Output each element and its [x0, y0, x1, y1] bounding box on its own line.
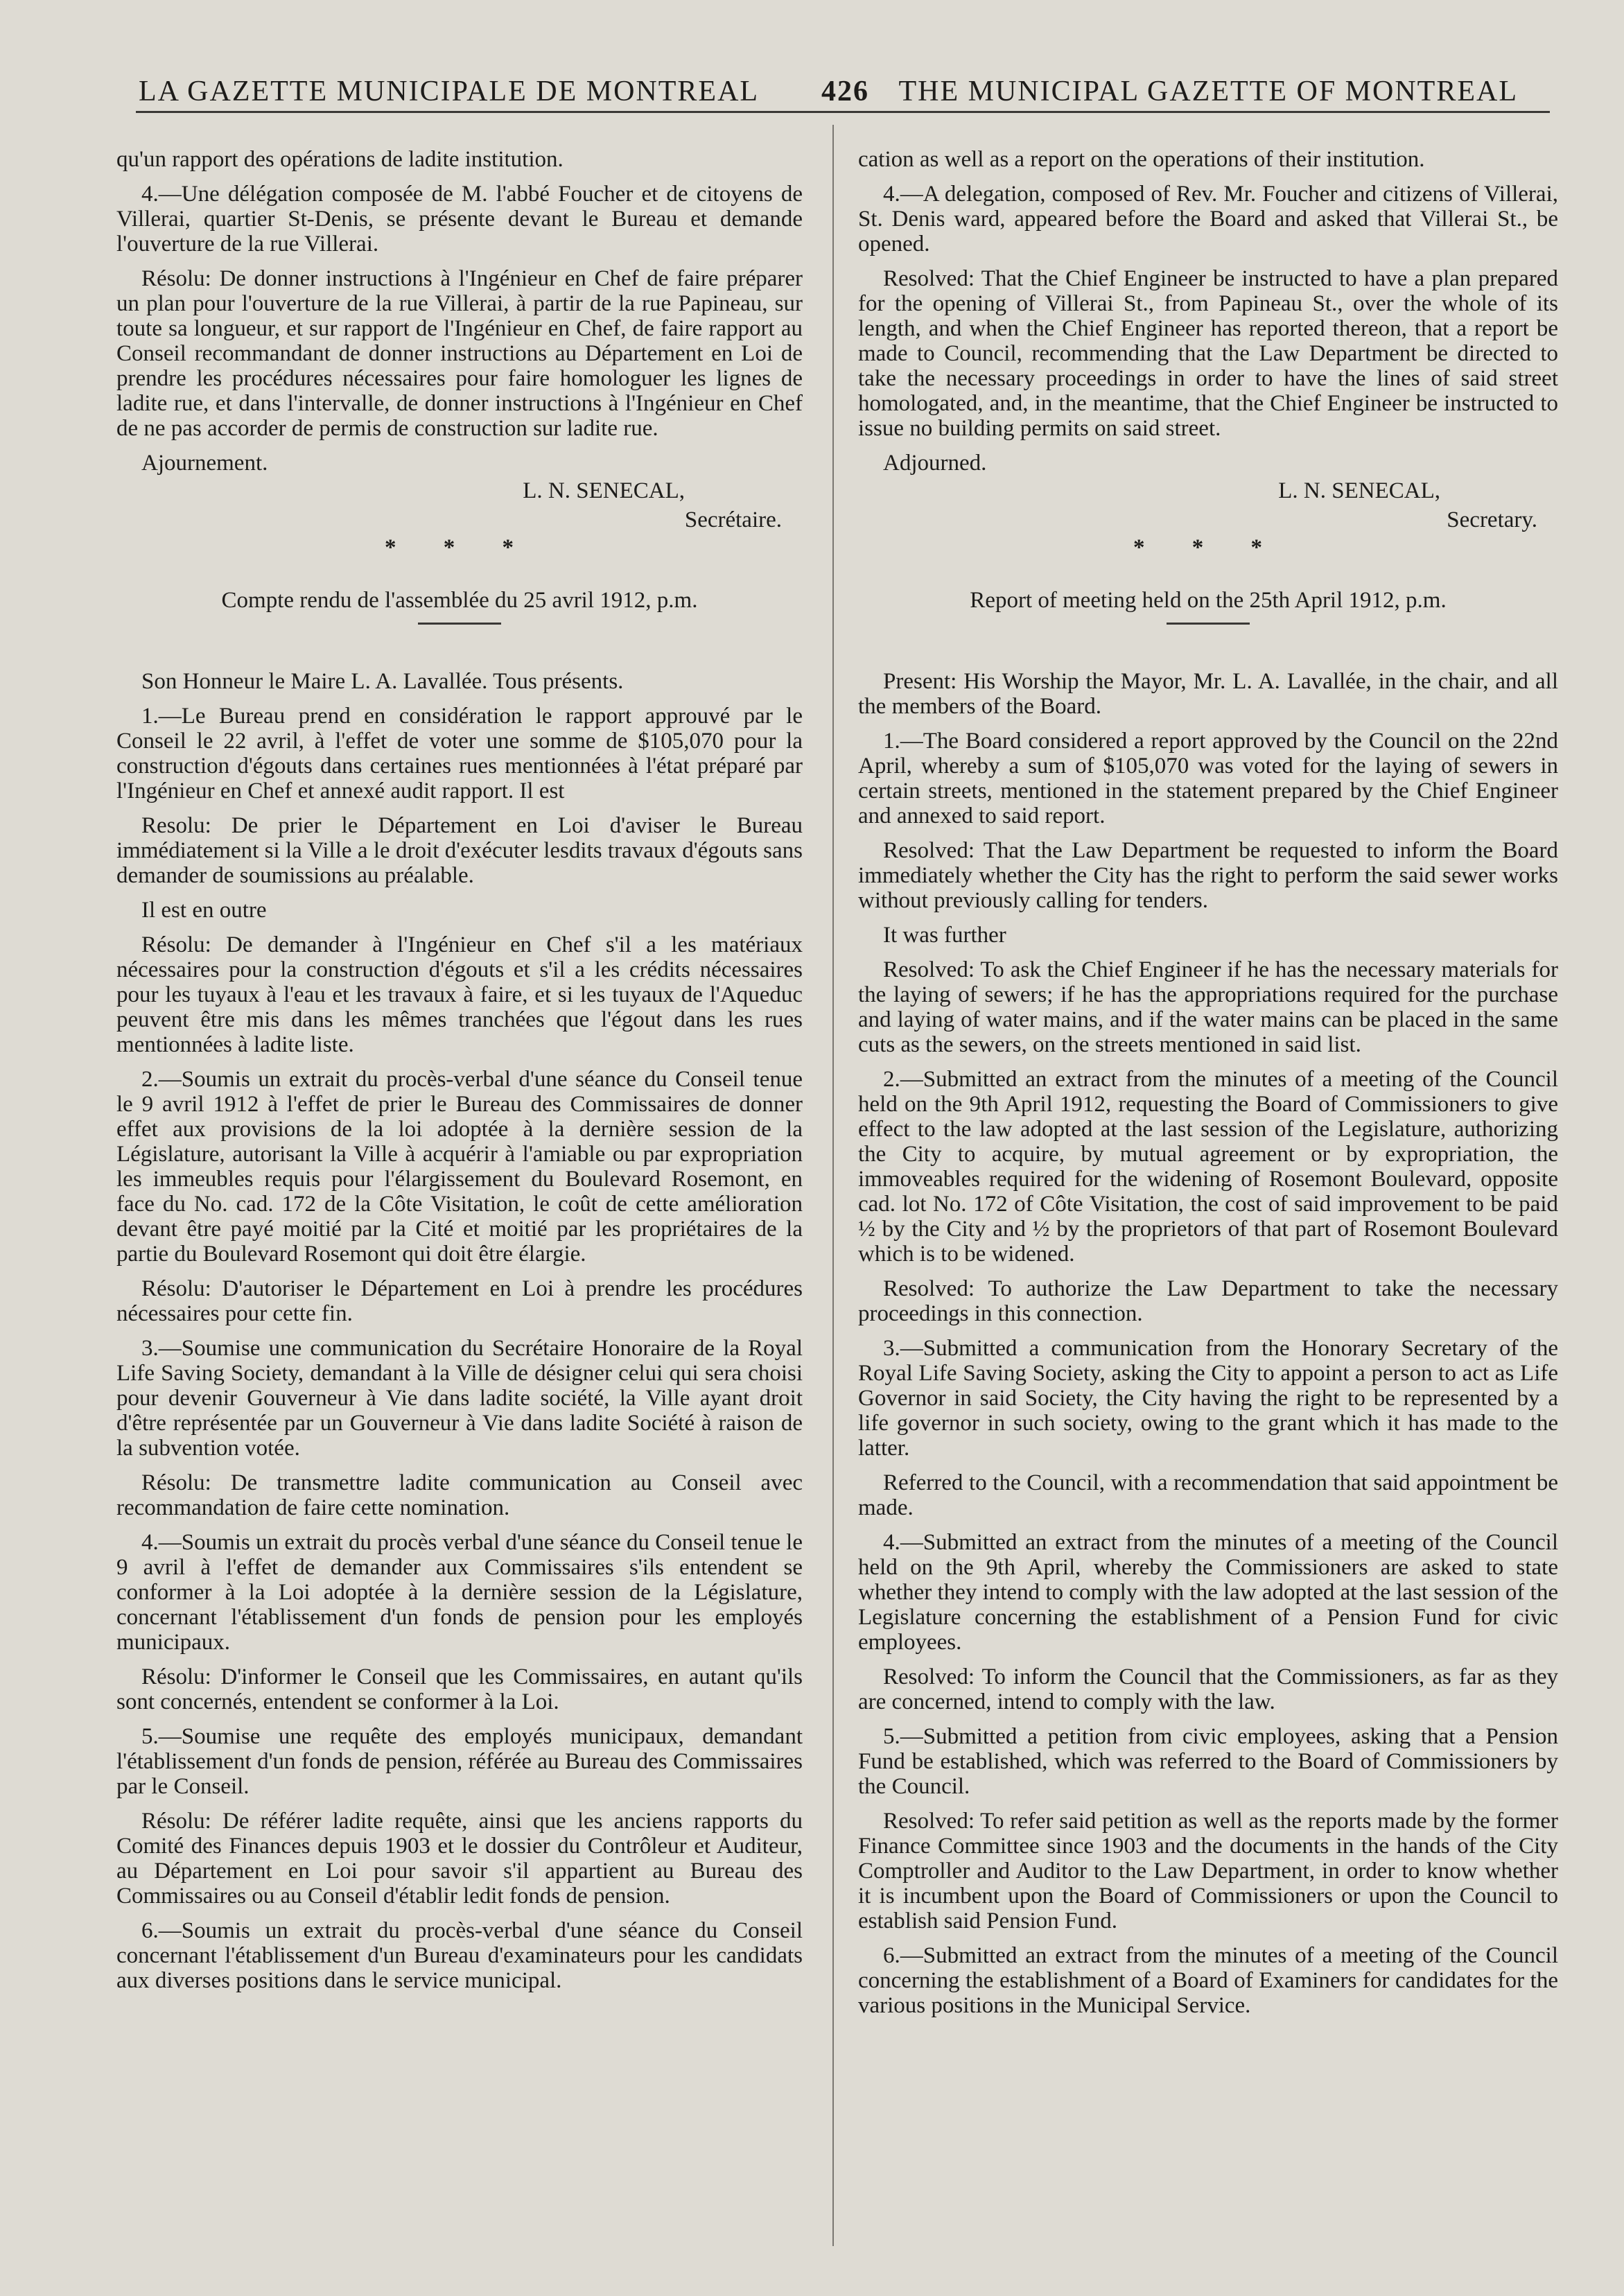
en-paragraph-q5: Resolved: To ask the Chief Engineer if he has the necessary materials for the laying of sewers; if he has the appropriations required for the purchase and laying of water mains, and if the water mains can be placed in the same cuts as the sewers, on the streets mentioned in said list. [858, 957, 1558, 1057]
en-paragraph-q12: 5.—Submitted a petition from civic employees, asking that a Pension Fund be established, which was referred to the Board of Commissioners by the Council. [858, 1724, 1558, 1799]
en-section-stars: * * * [1133, 535, 1283, 560]
fr-paragraph-q4: Il est en outre [141, 898, 267, 923]
header-title-french: LA GAZETTE MUNICIPALE DE MONTREAL [139, 76, 760, 107]
fr-paragraph-q12: 5.—Soumise une requête des employés municipaux, demandant l'établissement d'un fonds de pension, référée au Bureau des Commissaires par le Conseil. [116, 1724, 803, 1799]
en-paragraph-q8: 3.—Submitted a communication from the Honorary Secretary of the Royal Life Saving Society, asking the City to appoint a person to act as Life Governor in said Society, the City having the right to be represented by a life governor in such society, owing to the grant which it has made to the latter. [858, 1336, 1558, 1461]
en-paragraph-q9: Referred to the Council, with a recommendation that said appointment be made. [858, 1470, 1558, 1520]
en-paragraph-q1: Present: His Worship the Mayor, Mr. L. A. Lavallée, in the chair, and all the members of the Board. [858, 669, 1558, 719]
fr-paragraph-q13: Résolu: De référer ladite requête, ainsi que les anciens rapports du Comité des Finances depuis 1903 et le dossier du Contrôleur et Auditeur, au Département en Loi pour savoir s'il appartient au Bureau des Commissaires ou au Conseil d'établir ledit fonds de pension. [116, 1809, 803, 1908]
fr-paragraph-q10: 4.—Soumis un extrait du procès verbal d'une séance du Conseil tenue le 9 avril à l'effet de demander aux Commissaires s'ils entendent se conformer à la Loi adoptée à la dernière session de la Législature, concernant l'établissement d'un fonds de pension pour les employés municipaux. [116, 1530, 803, 1655]
en-paragraph-q11: Resolved: To inform the Council that the Commissioners, as far as they are concerned, intend to comply with the law. [858, 1664, 1558, 1714]
fr-short-rule [418, 623, 501, 625]
english-column [858, 147, 1558, 2028]
en-report-title: Report of meeting held on the 25th April 1912, p.m. [970, 588, 1447, 613]
en-paragraph-q7: Resolved: To authorize the Law Department to take the necessary proceedings in this connection. [858, 1276, 1558, 1326]
en-signature-title: Secretary. [1447, 507, 1537, 532]
fr-paragraph-1: 4.—Une délégation composée de M. l'abbé Foucher et de citoyens de Villerai, quartier St-Denis, se présente devant le Bureau et demande l'ouverture de la rue Villerai. [116, 182, 803, 256]
fr-paragraph-q1: Son Honneur le Maire L. A. Lavallée. Tous présents. [141, 669, 624, 694]
en-paragraph-0: cation as well as a report on the operations of their institution. [858, 147, 1425, 172]
fr-paragraph-q11: Résolu: D'informer le Conseil que les Commissaires, en autant qu'ils sont concernés, entendent se conformer à la Loi. [116, 1664, 803, 1714]
en-paragraph-q4: It was further [883, 923, 1006, 948]
en-paragraph-q6: 2.—Submitted an extract from the minutes of a meeting of the Council held on the 9th April 1912, requesting the Board of Commissioners to give effect to the law adopted at the last session of the Legislature, authorizing the City to acquire, by mutual agreement or by expropriation, the immoveables required for the widening of Rosemont Boulevard, opposite cad. lot No. 172 of Côte Visitation, the cost of said improvement to be paid ½ by the City and ½ by the proprietors of that part of Rosemont Boulevard which is to be widened. [858, 1067, 1558, 1267]
fr-signature-title: Secrétaire. [684, 507, 782, 532]
fr-adjournment: Ajournement. [141, 451, 268, 476]
fr-paragraph-q3: Resolu: De prier le Département en Loi d'aviser le Bureau immédiatement si la Ville a le droit d'exécuter lesdits travaux d'égouts sans demander de soumissions au préalable. [116, 813, 803, 888]
fr-paragraph-q8: 3.—Soumise une communication du Secrétaire Honoraire de la Royal Life Saving Society, demandant à la Ville de désigner celui qui sera choisi pour devenir Gouverneur à Vie dans ladite société, la Ville ayant droit d'être représentée par un Gouverneur à Vie dans ladite Société à raison de la subvention votée. [116, 1336, 803, 1461]
header-rule [136, 111, 1550, 113]
en-paragraph-q3: Resolved: That the Law Department be requested to inform the Board immediately whether the City has the right to perform the said sewer works without previously calling for tenders. [858, 838, 1558, 913]
en-paragraph-1: 4.—A delegation, composed of Rev. Mr. Foucher and citizens of Villerai, St. Denis ward, appeared before the Board and asked that Villerai St., be opened. [858, 182, 1558, 256]
fr-report-title: Compte rendu de l'assemblée du 25 avril 1912, p.m. [221, 588, 698, 613]
fr-paragraph-0: qu'un rapport des opérations de ladite institution. [116, 147, 564, 172]
fr-paragraph-q5: Résolu: De demander à l'Ingénieur en Chef s'il a les matériaux nécessaires pour la construction d'égouts et s'il a les crédits nécessaires pour les tuyaux à l'eau et les travaux à faire, et si les tuyaux de l'Aqueduc peuvent être mis dans les mêmes tranchées que l'égout dans les rues mentionnées à ladite liste. [116, 932, 803, 1057]
header-title-english: THE MUNICIPAL GAZETTE OF MONTREAL [898, 76, 1518, 107]
en-paragraph-q13: Resolved: To refer said petition as well as the reports made by the former Finance Committee since 1903 and the documents in the hands of the City Comptroller and Auditor to the Law Department, in order to know whether it is incumbent upon the Board of Commissioners or upon the Council to establish said Pension Fund. [858, 1809, 1558, 1933]
fr-paragraph-2: Résolu: De donner instructions à l'Ingénieur en Chef de faire préparer un plan pour l'ouverture de la rue Villerai, à partir de la rue Papineau, sur toute sa longueur, et sur rapport de l'Ingénieur en Chef, de faire rapport au Conseil recommandant de donner instructions au Département en Loi de prendre les procédures nécessaires pour faire homologuer les lignes de ladite rue, et dans l'intervalle, de donner instructions à l'Ingénieur en Chef de ne pas accorder de permis de construction sur ladite rue. [116, 266, 803, 441]
fr-paragraph-q9: Résolu: De transmettre ladite communication au Conseil avec recommandation de faire cette nomination. [116, 1470, 803, 1520]
en-paragraph-q2: 1.—The Board considered a report approved by the Council on the 22nd April, whereby a sum of $105,070 was voted for the laying of sewers in certain streets, mentioned in the statement prepared by the Chief Engineer and annexed to said report. [858, 729, 1558, 828]
en-signature-name: L. N. SENECAL, [1278, 478, 1440, 503]
en-paragraph-q10: 4.—Submitted an extract from the minutes of a meeting of the Council held on the 9th April, whereby the Commissioners are asked to state whether they intend to comply with the law adopted at the last session of the Legislature concerning the establishment of a Pension Fund for civic employees. [858, 1530, 1558, 1655]
fr-signature-name: L. N. SENECAL, [523, 478, 685, 503]
en-short-rule [1167, 623, 1250, 625]
fr-paragraph-q2: 1.—Le Bureau prend en considération le rapport approuvé par le Conseil le 22 avril, à l'effet de voter une somme de $105,070 pour la construction d'égouts dans certaines rues mentionnées à l'état préparé par l'Ingénieur en Chef et annexé audit rapport. Il est [116, 704, 803, 803]
en-adjournment: Adjourned. [883, 451, 987, 476]
fr-section-stars: * * * [385, 535, 534, 560]
french-column [116, 147, 803, 2003]
column-divider [832, 125, 834, 2246]
fr-paragraph-q7: Résolu: D'autoriser le Département en Loi à prendre les procédures nécessaires pour cette fin. [116, 1276, 803, 1326]
fr-paragraph-q14: 6.—Soumis un extrait du procès-verbal d'une séance du Conseil concernant l'établissement d'un Bureau d'examinateurs pour les candidats aux diverses positions dans le service municipal. [116, 1918, 803, 1993]
en-paragraph-2: Resolved: That the Chief Engineer be instructed to have a plan prepared for the opening of Villerai St., from Papineau St., over the whole of its length, and when the Chief Engineer has reported thereon, that a report be made to Council, recommending that the Law Department be directed to take the necessary proceedings in order to have the lines of said street homologated, and, in the meantime, that the Chief Engineer be instructed to issue no building permits on said street. [858, 266, 1558, 441]
fr-paragraph-q6: 2.—Soumis un extrait du procès-verbal d'une séance du Conseil tenue le 9 avril 1912 à l'effet de prier le Bureau des Commissaires de donner effet aux provisions de la loi adoptée à la dernière session de la Législature, autorisant la Ville à acquérir à l'amiable ou par expropriation les immeubles requis pour l'élargissement du Boulevard Rosemont, en face du No. cad. 172 de la Côte Visitation, le coût de cette amélioration devant être payé moitié par la Cité et moitié par les propriétaires de la partie du Boulevard Rosemont qui doit être élargie. [116, 1067, 803, 1267]
page-number: 426 [821, 76, 869, 107]
en-paragraph-q14: 6.—Submitted an extract from the minutes of a meeting of the Council concerning the establishment of a Board of Examiners for candidates for the various positions in the Municipal Service. [858, 1943, 1558, 2018]
page-header [139, 75, 1518, 116]
